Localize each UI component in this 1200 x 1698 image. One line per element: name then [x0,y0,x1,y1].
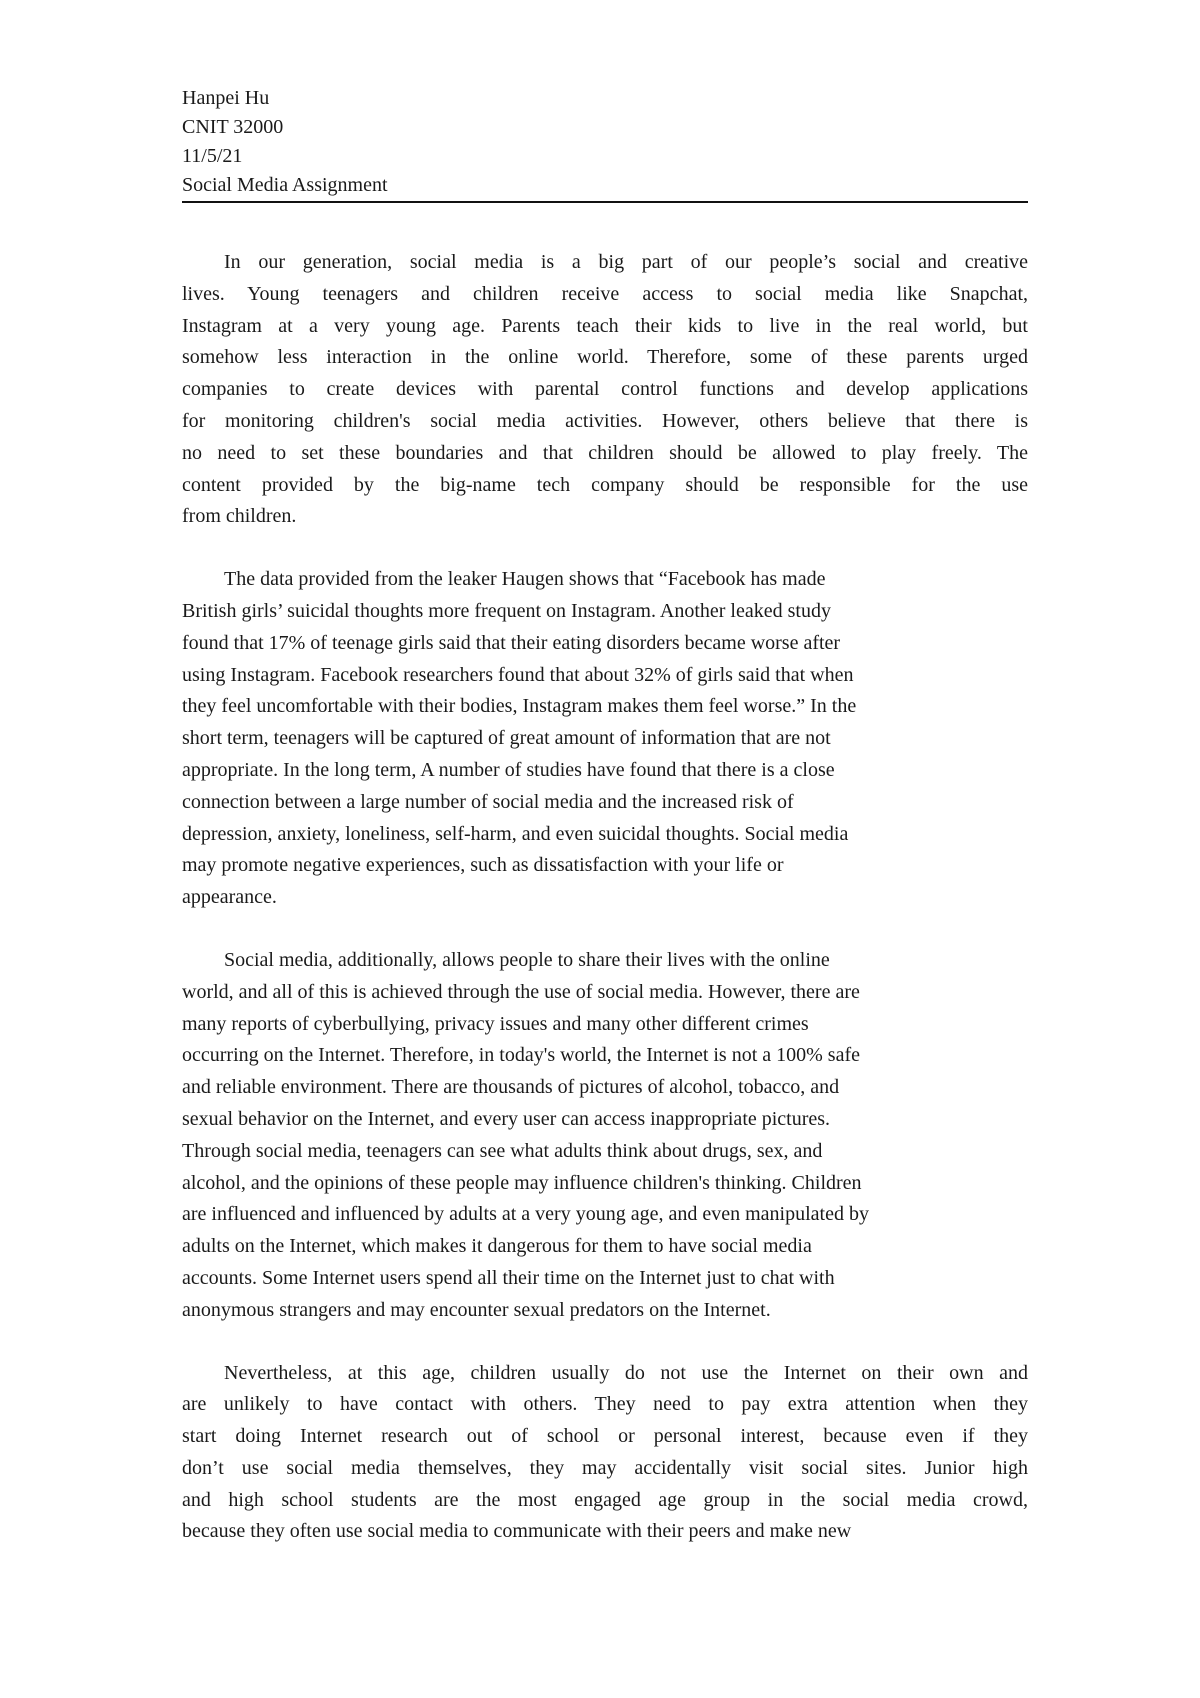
paragraph-line: The data provided from the leaker Haugen shows that “Facebook has made [224,568,826,591]
paragraph-line: world, and all of this is achieved through the use of social media. However, there are [182,980,860,1003]
paragraph-line: occurring on the Internet. Therefore, in today's world, the Internet is not a 100% safe [182,1044,861,1067]
paragraph-line: and reliable environment. There are thousands of pictures of alcohol, tobacco, and [182,1076,840,1099]
body-paragraph [182,1358,1028,1549]
author-name: Hanpei Hu [182,87,270,109]
document-date: 11/5/21 [182,145,243,167]
paragraph-line: many reports of cyberbullying, privacy issues and many other different crimes [182,1012,809,1035]
paragraph-line: anonymous strangers and may encounter sexual predators on the Internet. [182,1298,771,1321]
paragraph-line: British girls’ suicidal thoughts more frequent on Instagram. Another leaked study [182,599,831,622]
paragraph-line: alcohol, and the opinions of these people may influence children's thinking. Children [182,1171,862,1194]
paragraph-line: from children. [182,505,297,528]
course-code: CNIT 32000 [182,116,284,138]
body-paragraph [182,564,1028,914]
paragraph-line: for monitoring children's social media activities. However, others believe that there is [182,409,1028,432]
paragraph-line: Nevertheless, at this age, children usually do not use the Internet on their own and [224,1361,1028,1384]
paragraph-line: In our generation, social media is a big part of our people’s social and creative [224,251,1028,273]
paragraph-line: Instagram at a very young age. Parents teach their kids to live in the real world, but [182,314,1028,337]
paragraph-line: using Instagram. Facebook researchers found that about 32% of girls said that when [182,663,854,686]
paragraph-line: adults on the Internet, which makes it dangerous for them to have social media [182,1235,812,1258]
paragraph-line: start doing Internet research out of school or personal interest, because even if they [182,1425,1028,1448]
paragraph-line: lives. Young teenagers and children receive access to social media like Snapchat, [182,282,1028,305]
paragraph-line: are unlikely to have contact with others. They need to pay extra attention when they [182,1393,1028,1416]
document-header [182,84,1028,200]
document-title: Social Media Assignment [182,174,388,196]
paragraph-line: are influenced and influenced by adults at a very young age, and even manipulated by [182,1203,869,1226]
essay-body [182,247,1028,1548]
paragraph-line: may promote negative experiences, such as dissatisfaction with your life or [182,854,784,877]
body-paragraph [182,247,1028,533]
paragraph-line: Through social media, teenagers can see what adults think about drugs, sex, and [182,1139,823,1162]
paragraph-line: depression, anxiety, loneliness, self-harm, and even suicidal thoughts. Social media [182,822,849,845]
paragraph-line: found that 17% of teenage girls said that their eating disorders became worse after [182,631,841,654]
paragraph-line: and high school students are the most engaged age group in the social media crowd, [182,1488,1028,1511]
paragraph-line: accounts. Some Internet users spend all their time on the Internet just to chat with [182,1266,835,1289]
paragraph-line: they feel uncomfortable with their bodies, Instagram makes them feel worse.” In the [182,695,857,718]
paragraph-line: don’t use social media themselves, they may accidentally visit social sites. Junior high [182,1456,1028,1479]
paragraph-line: appropriate. In the long term, A number of studies have found that there is a close [182,758,835,781]
paragraph-line: no need to set these boundaries and that children should be allowed to play freely. The [182,441,1028,464]
body-paragraph [182,945,1028,1327]
paragraph-line: appearance. [182,886,277,909]
paragraph-line: because they often use social media to communicate with their peers and make new [182,1520,852,1543]
paragraph-line: somehow less interaction in the online world. Therefore, some of these parents urged [182,346,1028,369]
paragraph-line: content provided by the big-name tech company should be responsible for the use [182,473,1028,496]
paragraph-line: sexual behavior on the Internet, and every user can access inappropriate pictures. [182,1107,831,1130]
paragraph-line: companies to create devices with parental control functions and develop applications [182,378,1028,401]
paragraph-line: Social media, additionally, allows people to share their lives with the online [224,948,830,971]
document-page [182,84,1028,1579]
paragraph-line: connection between a large number of social media and the increased risk of [182,790,794,813]
header-divider [182,201,1028,203]
paragraph-line: short term, teenagers will be captured of great amount of information that are not [182,727,831,750]
